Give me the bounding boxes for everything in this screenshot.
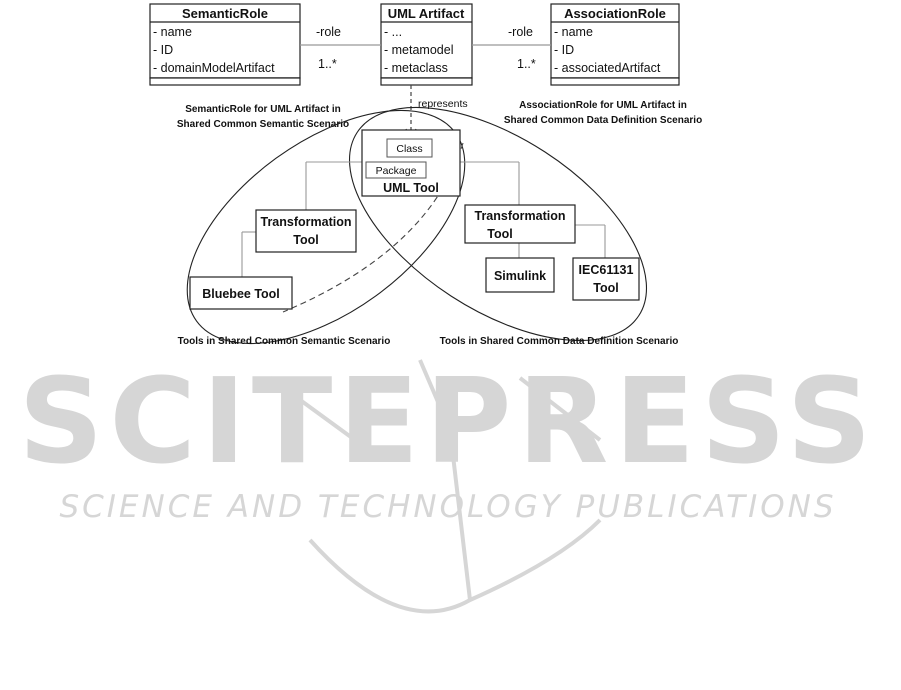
uml-tool-box	[362, 130, 460, 196]
class-attribute: - associatedArtifact	[554, 61, 661, 75]
class-attribute: - name	[554, 25, 593, 39]
class-attribute: - name	[153, 25, 192, 39]
uml-tool-label: UML Tool	[383, 181, 439, 195]
class-attribute: - metamodel	[384, 43, 454, 57]
tool-label: Bluebee Tool	[202, 287, 280, 301]
tool-label: Tool	[293, 233, 319, 247]
transformation-tool-left	[256, 210, 356, 252]
tool-label: Tool	[487, 227, 513, 241]
multiplicity-right: 1..*	[517, 57, 536, 71]
represents-label: represents	[418, 98, 468, 110]
association-role-caption: Shared Common Data Definition Scenario	[503, 115, 703, 126]
role-label-left: -role	[316, 25, 342, 39]
semantic-role-caption: SemanticRole for UML Artifact in	[185, 104, 341, 115]
class-box-label: Class	[396, 143, 423, 155]
class-association-role	[551, 4, 679, 85]
tool-label: Simulink	[493, 269, 547, 283]
class-uml-artifact	[381, 4, 472, 85]
semantic-scenario-caption: Tools in Shared Common Semantic Scenario	[177, 336, 391, 347]
class-title: AssociationRole	[564, 6, 666, 21]
class-semantic-role	[150, 4, 300, 85]
watermark	[18, 352, 877, 611]
semantic-role-caption: Shared Common Semantic Scenario	[176, 119, 350, 130]
tool-label: Tool	[593, 281, 619, 295]
class-title: UML Artifact	[387, 6, 465, 21]
association-role-caption: AssociationRole for UML Artifact in	[519, 100, 687, 111]
watermark-subtitle: SCIENCE AND TECHNOLOGY PUBLICATIONS	[59, 489, 837, 525]
role-label-right: -role	[508, 25, 534, 39]
class-attribute: - ID	[153, 43, 174, 57]
class-attribute: - metaclass	[384, 61, 448, 75]
watermark-title: SCITEPRESS	[18, 352, 878, 490]
tool-label: Transformation	[260, 215, 352, 229]
class-attribute: - ID	[554, 43, 575, 57]
iec61131-tool	[573, 258, 639, 300]
class-title: SemanticRole	[182, 6, 268, 21]
data-definition-scenario-caption: Tools in Shared Common Data Definition Scenario	[439, 336, 679, 347]
class-attribute: - ...	[384, 25, 403, 39]
bluebee-tool	[190, 277, 292, 309]
package-box-label: Package	[375, 165, 417, 177]
tool-label: Transformation	[474, 209, 566, 223]
simulink-tool	[486, 258, 554, 292]
transformation-tool-right	[465, 205, 575, 243]
class-attribute: - domainModelArtifact	[153, 61, 275, 75]
multiplicity-left: 1..*	[318, 57, 337, 71]
tool-label: IEC61131	[578, 263, 634, 277]
